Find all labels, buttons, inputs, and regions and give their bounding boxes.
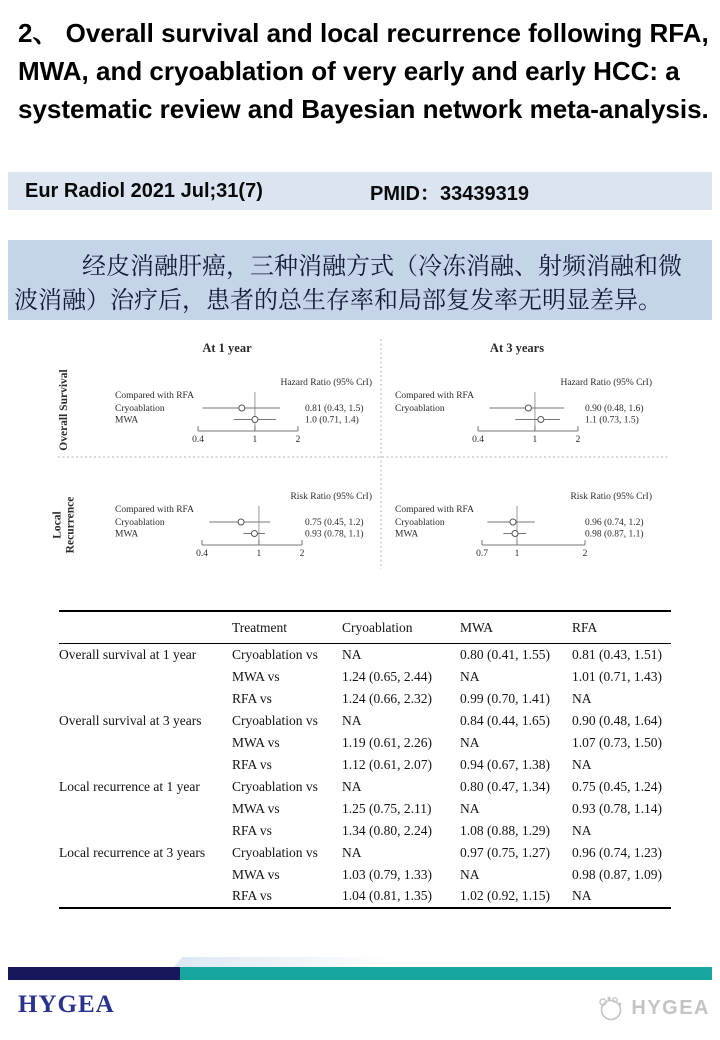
table-cell: 0.75 (0.45, 1.24)	[572, 778, 662, 794]
svg-text:0.75 (0.45, 1.2): 0.75 (0.45, 1.2)	[305, 518, 364, 528]
table-header-cell	[59, 611, 232, 644]
table-header-cell: RFA	[572, 611, 671, 644]
table-cell: NA	[460, 800, 480, 816]
svg-text:0.7: 0.7	[476, 549, 488, 559]
svg-text:At 1 year: At 1 year	[202, 341, 252, 355]
table-cell: 0.98 (0.87, 1.09)	[572, 866, 662, 882]
row-group-label: Overall survival at 1 year	[59, 646, 197, 662]
table-cell: 1.08 (0.88, 1.29)	[460, 822, 550, 838]
table-row	[59, 842, 671, 864]
pmid-label: PMID：33439319	[370, 182, 529, 205]
table-cell: 1.02 (0.92, 1.15)	[460, 888, 550, 903]
table-cell: Cryoablation vs	[232, 778, 318, 794]
watermark	[595, 994, 710, 1022]
panel-local-recurrence-1yr	[115, 491, 372, 559]
forest-plot-figure	[40, 337, 690, 599]
table-cell: Cryoablation vs	[232, 844, 318, 860]
table-cell: NA	[342, 646, 362, 662]
page-title: 2、 Overall survival and local recurrence following RFA, MWA, and cryoablation of very early and early HCC: a systematic review and Bayesian network meta-analysis.	[18, 18, 709, 124]
table-cell: NA	[342, 778, 362, 794]
journal-bar	[8, 172, 712, 210]
svg-text:0.81 (0.43, 1.5): 0.81 (0.43, 1.5)	[305, 404, 364, 414]
summary-line-2: 波消融）治疗后，患者的总生存率和局部复发率无明显差异。	[14, 287, 662, 314]
svg-text:0.98 (0.87, 1.1): 0.98 (0.87, 1.1)	[585, 529, 644, 540]
svg-text:Compared with RFA: Compared with RFA	[395, 505, 474, 515]
table-cell: 0.99 (0.70, 1.41)	[460, 690, 550, 706]
journal-citation: Eur Radiol 2021 Jul;31(7)	[25, 179, 263, 202]
table-cell: NA	[572, 690, 592, 706]
table-cell: MWA vs	[232, 668, 280, 684]
table-cell: MWA vs	[232, 866, 280, 882]
table-cell: 1.12 (0.61, 2.07)	[342, 756, 432, 772]
svg-text:Hazard Ratio (95% CrI): Hazard Ratio (95% CrI)	[280, 378, 372, 388]
summary-box	[8, 240, 712, 320]
table-cell: NA	[572, 756, 592, 772]
panel-local-recurrence-3yr	[395, 491, 652, 559]
figure-row-label: Local	[51, 511, 64, 539]
figure-row-label: Overall Survival	[58, 369, 70, 451]
table-row	[59, 754, 671, 776]
svg-text:0.90 (0.48, 1.6): 0.90 (0.48, 1.6)	[585, 404, 644, 414]
row-group-label	[59, 754, 232, 776]
table-cell: RFA vs	[232, 888, 272, 903]
svg-text:1.0 (0.71, 1.4): 1.0 (0.71, 1.4)	[305, 415, 359, 426]
row-group-label	[59, 666, 232, 688]
svg-text:MWA: MWA	[395, 529, 419, 540]
svg-text:MWA: MWA	[115, 529, 139, 540]
table-cell: RFA vs	[232, 690, 272, 706]
table-cell: 0.96 (0.74, 1.23)	[572, 844, 662, 860]
svg-text:0.4: 0.4	[192, 435, 204, 445]
footer-bar-navy-segment	[8, 967, 180, 980]
svg-text:At 3 years: At 3 years	[489, 341, 545, 355]
table-row	[59, 776, 671, 798]
table-cell: 0.84 (0.44, 1.65)	[460, 712, 550, 728]
table-cell: 1.34 (0.80, 2.24)	[342, 822, 432, 838]
hygea-logo-icon	[595, 994, 625, 1022]
svg-text:2: 2	[299, 549, 305, 559]
table-cell: 0.80 (0.47, 1.34)	[460, 778, 550, 794]
svg-text:Cryoablation: Cryoablation	[115, 404, 165, 414]
table-header-row	[59, 611, 671, 644]
table-cell: NA	[460, 668, 480, 684]
svg-text:1: 1	[252, 435, 258, 445]
table-cell: NA	[572, 822, 592, 838]
table-row	[59, 644, 671, 666]
panel-overall-survival-3yr	[395, 341, 652, 445]
table-cell: NA	[342, 712, 362, 728]
svg-text:0.4: 0.4	[472, 435, 484, 445]
footer-bar-glint	[174, 957, 397, 967]
svg-text:Risk Ratio (95% CrI): Risk Ratio (95% CrI)	[290, 492, 372, 502]
svg-text:0.4: 0.4	[196, 549, 208, 559]
footer-bar	[8, 967, 712, 980]
row-group-label: Local recurrence at 1 year	[59, 778, 200, 794]
summary-line-1: 经皮消融肝癌，三种消融方式（冷冻消融、射频消融和微	[82, 253, 682, 280]
svg-text:1: 1	[256, 549, 262, 559]
watermark-text: HYGEA	[631, 996, 710, 1019]
table-row	[59, 820, 671, 842]
row-group-label	[59, 820, 232, 842]
table-row	[59, 798, 671, 820]
table-row	[59, 710, 671, 732]
svg-text:Cryoablation: Cryoablation	[395, 518, 445, 528]
table-header-cell: Treatment	[232, 611, 342, 644]
svg-text:2: 2	[575, 435, 581, 445]
table-cell: 1.25 (0.75, 2.11)	[342, 800, 432, 816]
table-row	[59, 688, 671, 710]
svg-text:Compared with RFA: Compared with RFA	[115, 505, 194, 515]
row-group-label: Local recurrence at 3 years	[59, 844, 206, 860]
results-table-wrap	[59, 610, 671, 909]
svg-text:MWA: MWA	[115, 415, 139, 426]
table-cell: 0.81 (0.43, 1.51)	[572, 646, 662, 662]
row-group-label	[59, 798, 232, 820]
table-cell: 1.03 (0.79, 1.33)	[342, 866, 432, 882]
table-cell: NA	[572, 888, 592, 903]
table-row	[59, 886, 671, 908]
svg-text:1: 1	[532, 435, 538, 445]
hygea-brand-logo: HYGEA	[18, 991, 115, 1018]
table-cell: 1.04 (0.81, 1.35)	[342, 888, 432, 903]
table-cell: MWA vs	[232, 734, 280, 750]
figure-row-label: Recurrence	[64, 496, 77, 554]
svg-text:Risk Ratio (95% CrI): Risk Ratio (95% CrI)	[570, 492, 652, 502]
table-cell: 0.94 (0.67, 1.38)	[460, 756, 550, 772]
row-group-label	[59, 688, 232, 710]
table-cell: NA	[342, 844, 362, 860]
row-group-label	[59, 732, 232, 754]
table-cell: NA	[460, 734, 480, 750]
table-cell: NA	[460, 866, 480, 882]
table-cell: 1.19 (0.61, 2.26)	[342, 734, 432, 750]
table-cell: Cryoablation vs	[232, 712, 318, 728]
table-row	[59, 864, 671, 886]
table-cell: 1.01 (0.71, 1.43)	[572, 668, 662, 684]
svg-text:1.1 (0.73, 1.5): 1.1 (0.73, 1.5)	[585, 415, 639, 426]
table-cell: RFA vs	[232, 756, 272, 772]
svg-text:Hazard Ratio (95% CrI): Hazard Ratio (95% CrI)	[560, 378, 652, 388]
svg-text:1: 1	[514, 549, 520, 559]
row-group-label: Overall survival at 3 years	[59, 712, 202, 728]
panel-overall-survival-1yr	[115, 341, 372, 445]
table-cell: Cryoablation vs	[232, 646, 318, 662]
table-cell: 1.24 (0.66, 2.32)	[342, 690, 432, 706]
svg-text:0.93 (0.78, 1.1): 0.93 (0.78, 1.1)	[305, 529, 364, 540]
svg-text:Cryoablation: Cryoablation	[115, 518, 165, 528]
svg-text:Compared with RFA: Compared with RFA	[115, 391, 194, 401]
table-cell: 0.93 (0.78, 1.14)	[572, 800, 662, 816]
svg-text:Cryoablation: Cryoablation	[395, 404, 445, 414]
svg-text:2: 2	[582, 549, 588, 559]
svg-text:2: 2	[295, 435, 301, 445]
table-header-cell: MWA	[460, 611, 572, 644]
svg-text:0.96 (0.74, 1.2): 0.96 (0.74, 1.2)	[585, 518, 644, 528]
table-header-cell: Cryoablation	[342, 611, 460, 644]
row-group-label	[59, 886, 232, 908]
table-row	[59, 732, 671, 754]
svg-text:Compared with RFA: Compared with RFA	[395, 391, 474, 401]
table-cell: 0.97 (0.75, 1.27)	[460, 844, 550, 860]
table-row	[59, 666, 671, 688]
table-cell: 0.80 (0.41, 1.55)	[460, 646, 550, 662]
table-cell: 0.90 (0.48, 1.64)	[572, 712, 662, 728]
row-group-label	[59, 864, 232, 886]
footer-bar-teal-segment	[180, 967, 712, 980]
table-cell: MWA vs	[232, 800, 280, 816]
table-cell: 1.07 (0.73, 1.50)	[572, 734, 662, 750]
results-table	[59, 610, 671, 909]
table-cell: 1.24 (0.65, 2.44)	[342, 668, 432, 684]
table-cell: RFA vs	[232, 822, 272, 838]
